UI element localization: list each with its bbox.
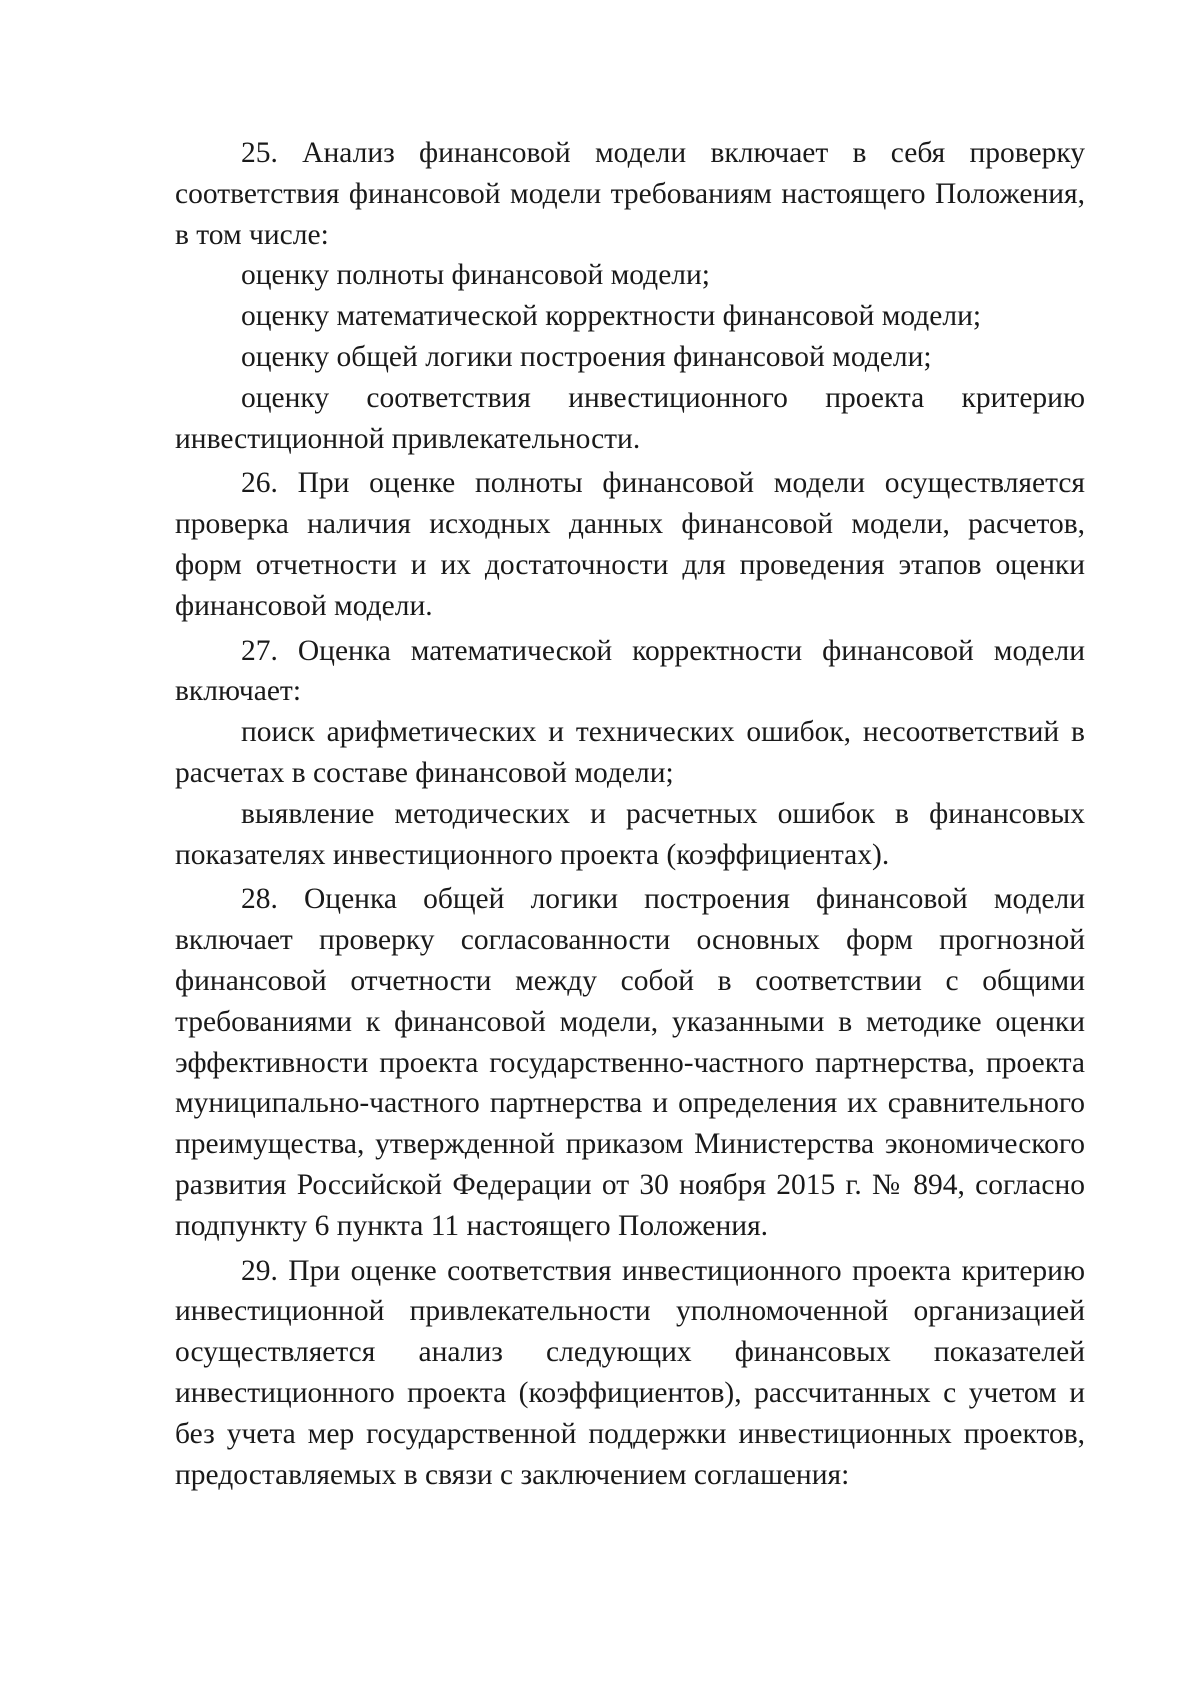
paragraph-29: 29. При оценке соответствия инвестиционного проекта критерию инвестиционной привлекательности уполномоченной организацией осуществляется анализ следующих финансовых показателей инвестиционного проекта (коэффициентов), рассчитанных с учетом и без учета мер государственной поддержки инвестиционных проектов, предоставляемых в связи с заключением соглашения:	[175, 1254, 1085, 1491]
paragraph-26: 26. При оценке полноты финансовой модели осуществляется проверка наличия исходных данных финансовой модели, расчетов, форм отчетности и их достаточности для проведения этапов оценки финансовой модели.	[175, 467, 1085, 622]
list-item-arithmetic-errors: поиск арифметических и технических ошибок, несоответствий в расчетах в составе финансовой модели;	[175, 716, 1085, 789]
document-body	[175, 133, 1085, 1495]
list-item-general-logic: оценку общей логики построения финансовой модели;	[241, 340, 932, 373]
paragraph-25: 25. Анализ финансовой модели включает в себя проверку соответствия финансовой модели требованиям настоящего Положения, в том числе:	[175, 137, 1085, 251]
list-item-completeness: оценку полноты финансовой модели;	[241, 259, 710, 292]
paragraph-27: 27. Оценка математической корректности финансовой модели включает:	[175, 634, 1085, 708]
paragraph-28: 28. Оценка общей логики построения финансовой модели включает проверку согласованности основных форм прогнозной финансовой отчетности между собой в соответствии с общими требованиями к финансовой модели, указанными в методике оценки эффективности проекта государственно-частного партнерства, проекта муниципально-частного партнерства и определения их сравнительного преимущества, утвержденной приказом Министерства экономического развития Российской Федерации от 30 ноября 2015 г. № 894, согласно подпункту 6 пункта 11 настоящего Положения.	[175, 883, 1085, 1242]
list-item-math-correctness: оценку математической корректности финансовой модели;	[241, 300, 982, 333]
list-item-investment-criterion: оценку соответствия инвестиционного проекта критерию инвестиционной привлекательности.	[175, 381, 1085, 455]
list-item-methodical-errors: выявление методических и расчетных ошибок в финансовых показателях инвестиционного проекта (коэффициентах).	[175, 797, 1085, 871]
